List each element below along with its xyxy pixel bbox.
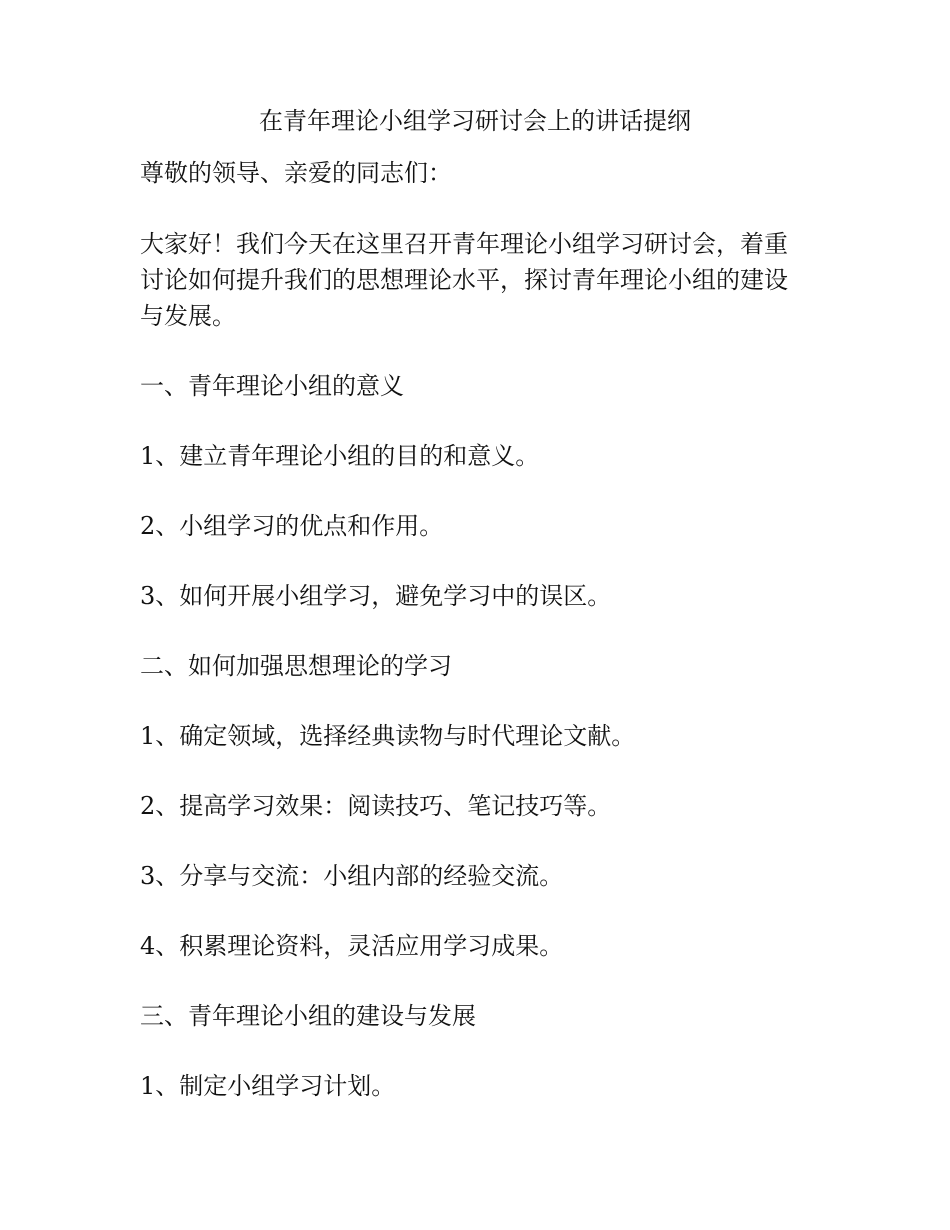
intro-line-2: 讨论如何提升我们的思想理论水平，探讨青年理论小组的建设 [140,266,788,294]
intro-line-1: 大家好！我们今天在这里召开青年理论小组学习研讨会，着重 [140,230,788,258]
section1-item-3: 3、如何开展小组学习，避免学习中的误区。 [140,582,612,610]
section2-item-1: 1、确定领域，选择经典读物与时代理论文献。 [140,722,636,750]
section-heading-3: 三、青年理论小组的建设与发展 [140,1002,476,1030]
salutation: 尊敬的领导、亲爱的同志们： [140,159,452,187]
document-title: 在青年理论小组学习研讨会上的讲话提纲 [259,107,691,135]
section-heading-2: 二、如何加强思想理论的学习 [140,652,452,680]
section-heading-1: 一、青年理论小组的意义 [140,372,404,400]
intro-line-3: 与发展。 [140,302,236,330]
section1-item-1: 1、建立青年理论小组的目的和意义。 [140,442,540,470]
section2-item-2: 2、提高学习效果：阅读技巧、笔记技巧等。 [140,792,612,820]
section2-item-3: 3、分享与交流：小组内部的经验交流。 [140,862,564,890]
section2-item-4: 4、积累理论资料，灵活应用学习成果。 [140,932,564,960]
section3-item-1: 1、制定小组学习计划。 [140,1072,396,1100]
section1-item-2: 2、小组学习的优点和作用。 [140,512,444,540]
